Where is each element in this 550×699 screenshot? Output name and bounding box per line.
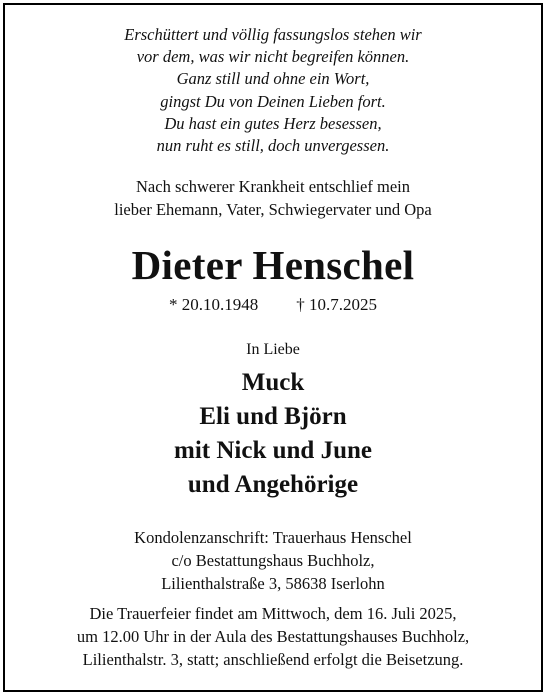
intro-line-2: lieber Ehemann, Vater, Schwiegervater und Opa: [114, 200, 432, 219]
intro-line-1: Nach schwerer Krankheit entschlief mein: [136, 177, 410, 196]
poem-line-3: Ganz still und ohne ein Wort,: [176, 69, 370, 88]
mourner-line-4: und Angehörige: [187, 471, 359, 498]
deceased-name: Dieter Henschel: [131, 242, 415, 288]
poem-line-5: Du hast ein gutes Herz besessen,: [164, 114, 382, 133]
ceremony-line-1: Die Trauerfeier findet am Mittwoch, dem 16. Juli 2025,: [89, 604, 457, 623]
death-date: † 10.7.2025: [296, 295, 377, 314]
address-line-1: Kondolenzanschrift: Trauerhaus Henschel: [134, 528, 412, 547]
poem-line-2: vor dem, was wir nicht begreifen können.: [136, 47, 410, 66]
mourner-line-1: Muck: [241, 369, 305, 396]
address-line-3: Lilienthalstraße 3, 58638 Iserlohn: [161, 574, 385, 593]
mourner-line-3: mit Nick und June: [174, 437, 372, 464]
address-line-2: c/o Bestattungshaus Buchholz,: [171, 551, 375, 570]
poem-line-1: Erschüttert und völlig fassungslos stehen wir: [124, 25, 422, 44]
life-dates: [5, 295, 541, 315]
mourner-line-2: Eli und Björn: [199, 403, 347, 430]
in-love-label: In Liebe: [246, 341, 300, 358]
poem-line-6: nun ruht es still, doch unvergessen.: [156, 136, 390, 155]
ceremony-line-2: um 12.00 Uhr in der Aula des Bestattungshauses Buchholz,: [76, 627, 470, 646]
poem-line-4: gingst Du von Deinen Lieben fort.: [160, 92, 386, 111]
birth-date: * 20.10.1948: [169, 295, 259, 314]
ceremony-line-3: Lilienthalstr. 3, statt; anschließend erfolgt die Beisetzung.: [82, 650, 464, 669]
obituary-notice: [3, 3, 543, 692]
